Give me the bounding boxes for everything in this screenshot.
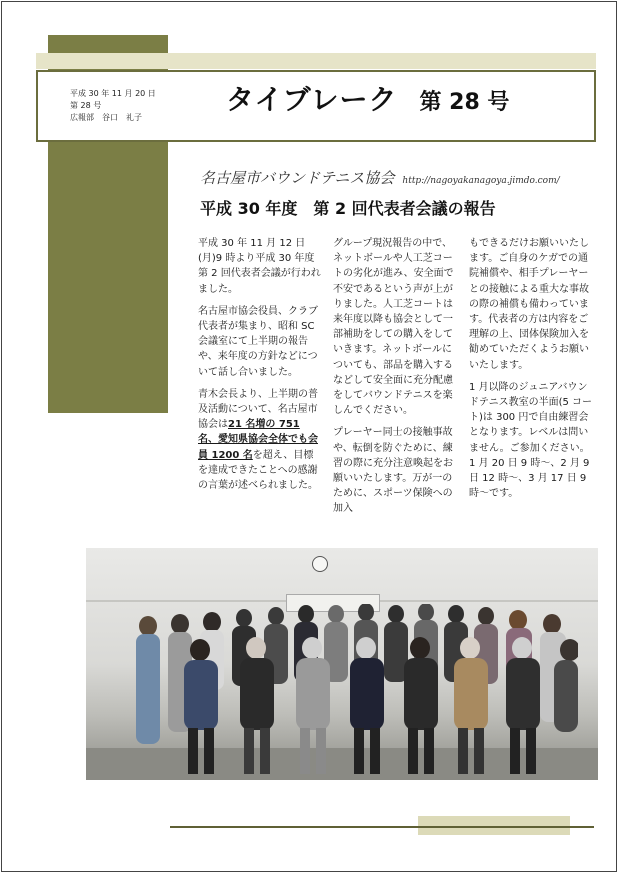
masthead — [226, 78, 509, 118]
paragraph — [198, 387, 323, 493]
paragraph-text: を超え、目標を達成できたことへの感謝の言葉が述べられました。 — [198, 449, 318, 492]
newsletter-issue: 第 28 号 — [419, 90, 510, 115]
org-name: 名古屋市バウンドテニス協会 — [200, 169, 395, 187]
group-photo — [86, 548, 598, 780]
org-line — [200, 167, 560, 188]
article-column-2 — [333, 236, 460, 524]
paragraph: 名古屋市協会役員、クラブ代表者が集まり、昭和 SC 会議室にて上半期の報告や、来年度の方針などについて話し合いました。 — [198, 305, 318, 378]
issue-number: 第 28 号 — [70, 101, 102, 110]
issue-date: 平成 30 年 11 月 20 日 — [70, 89, 156, 98]
group-of-people — [108, 604, 578, 780]
footer-rule — [170, 826, 594, 828]
newsletter-title: タイブレーク — [226, 83, 398, 116]
header-top-band — [36, 53, 596, 69]
paragraph: 平成 30 年 11 月 12 日(月)9 時より平成 30 年度第 2 回代表者会議が行われました。 — [198, 238, 321, 295]
article-title: 平成 30 年度 第 2 回代表者会議の報告 — [200, 199, 496, 218]
org-url: http://nagoyakanagoya.jimdo.com/ — [402, 176, 560, 186]
article-column-1 — [198, 236, 323, 500]
wall-clock-icon — [312, 556, 328, 572]
article-column-3 — [469, 236, 595, 508]
paragraph: プレーヤー同士の接触事故や、転倒を防ぐために、練習の際に充分注意喚起をお願いいたします。万が一のために、スポーツ保険への加入 — [333, 427, 453, 515]
paragraph-text: 青木会長より、上半期の普及活動について、名古屋市協会は — [198, 388, 318, 431]
highlight-text: 21 名増の 751 名、愛知県協会全体でも会員 1200 名 — [198, 419, 318, 461]
issue-meta — [70, 88, 156, 124]
paragraph: グループ現況報告の中で、ネットボールや人工芝コートの劣化が進み、安全面で不安であるという声が上がりました。人工芝コートは来年度以降も協会として一部補助をしての購入をしていきます。ネットボールについても、部品を購入するなどして安全面に充分配慮をしてバウンドテニスを楽しんでください。 — [333, 238, 454, 417]
paragraph: 1 月以降のジュニアバウンドテニス教室の半面(5 コート)は 300 円で自由練習会となります。レベルは問いません。ご参加ください。1 月 20 日 9 時～、2 月 9 日 12 時～、3 月 17 日 9 時～です。 — [469, 381, 593, 500]
issue-author: 広報部 谷口 礼子 — [70, 113, 142, 122]
paragraph: もできるだけお願いいたします。ご自身のケガでの通院補償や、相手プレーヤーとの接触による重大な事故の際の補償も備わっています。代表者の方は内容をご理解の上、団体保険加入を勧めていただくようお願いいたします。 — [469, 238, 589, 371]
